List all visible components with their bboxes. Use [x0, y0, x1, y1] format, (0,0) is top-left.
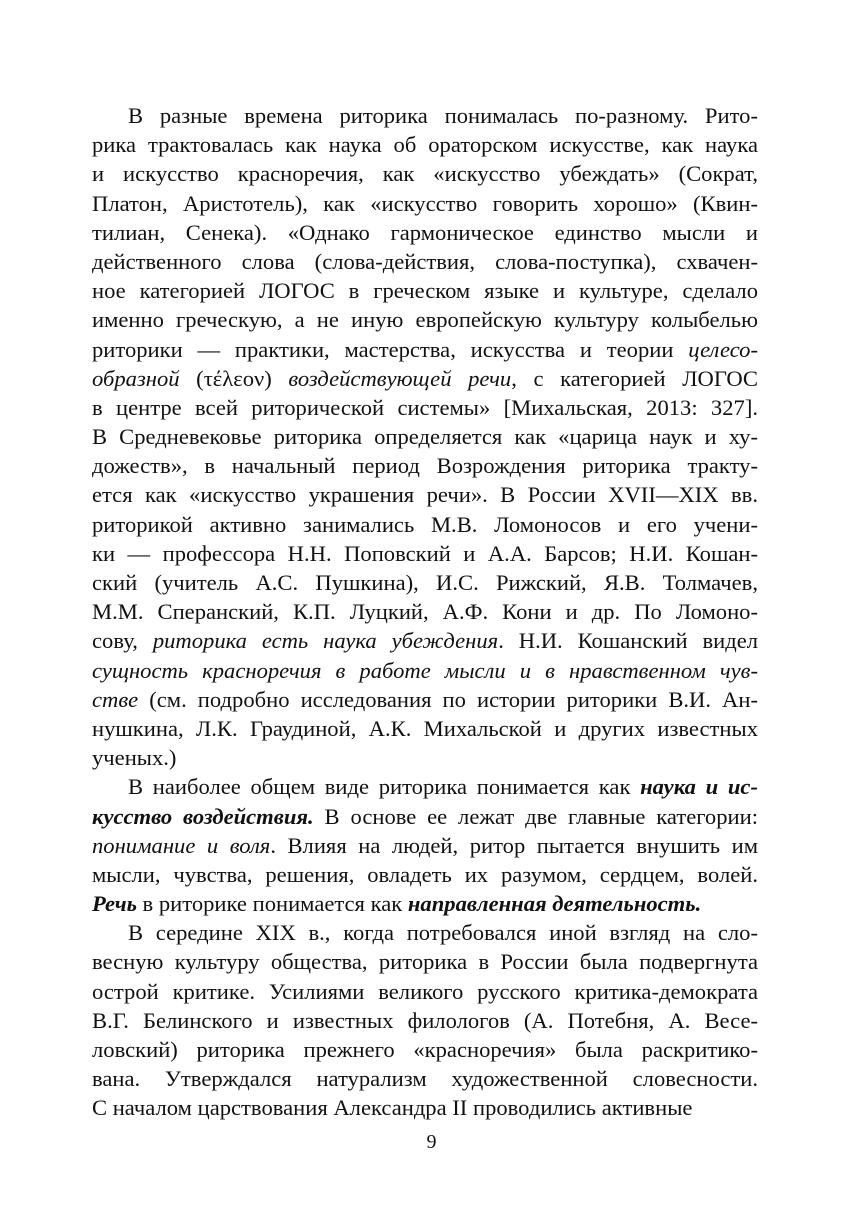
text-line	[92, 1093, 758, 1122]
text-line	[92, 597, 758, 626]
text-line	[92, 189, 758, 218]
emphasis-run: образной	[92, 365, 180, 391]
text-line	[92, 451, 758, 480]
emphasis-run: кусство воздействия.	[92, 803, 314, 829]
text-run: мысли, чувства, решения, овладеть их разумом, сердцем, волей.	[92, 861, 758, 887]
text-run: М.М. Сперанский, К.П. Луцкий, А.Ф. Кони и др. По Ломоно-	[92, 599, 758, 625]
text-run: риторикой активно занимались М.В. Ломоносов и его учени-	[92, 511, 758, 537]
text-run: (τέλεον)	[179, 365, 289, 391]
text-line	[92, 860, 758, 889]
emphasis-run: Речь	[92, 891, 137, 917]
text-run: . Н.И. Кошанский видел	[498, 628, 759, 654]
text-run: нушкина, Л.К. Граудиной, А.К. Михальской и других известных	[92, 715, 758, 741]
text-line	[92, 918, 758, 947]
text-line	[92, 1006, 758, 1035]
text-run: в риторике понимается как	[136, 891, 408, 917]
text-line	[92, 831, 758, 860]
text-line	[92, 305, 758, 334]
text-run: и искусство красноречия, как «искусство убеждать» (Сократ,	[92, 161, 758, 187]
emphasis-run: стве	[92, 686, 139, 712]
text-line	[92, 101, 758, 130]
text-line	[92, 626, 758, 655]
text-run: В.Г. Белинского и известных филологов (А. Потебня, А. Весе-	[92, 1007, 758, 1033]
emphasis-run: целесо-	[688, 336, 758, 362]
text-line	[92, 393, 758, 422]
text-line	[92, 159, 758, 188]
page-number: 9	[426, 1131, 437, 1153]
text-line	[92, 276, 758, 305]
emphasis-run: риторика есть наука убеждения	[152, 628, 499, 654]
text-line	[92, 510, 758, 539]
text-line	[92, 656, 758, 685]
text-run: рика трактовалась как наука об ораторском искусстве, как наука	[92, 132, 758, 158]
text-line	[92, 335, 758, 364]
text-run: весную культуру общества, риторика в России была подвергнута	[92, 949, 758, 975]
text-run: В разные времена риторика понималась по-разному. Рито-	[128, 103, 758, 128]
emphasis-run: направленная деятельность.	[407, 891, 702, 917]
text-run: сову,	[92, 628, 153, 654]
text-line	[92, 130, 758, 159]
text-run: В основе ее лежат две главные категории:	[313, 803, 758, 829]
text-line	[92, 772, 758, 801]
text-run: ученых.)	[92, 745, 177, 771]
text-line	[92, 977, 758, 1006]
emphasis-run: понимание и воля	[92, 832, 271, 858]
text-line	[92, 1064, 758, 1093]
text-run: ский (учитель А.С. Пушкина), И.С. Рижский, Я.В. Толмачев,	[92, 570, 758, 595]
text-run: именно греческую, а не иную европейскую культуру колыбелью	[92, 307, 758, 333]
text-line	[92, 685, 758, 714]
text-run: . Влияя на людей, ритор пытается внушить им	[270, 832, 758, 858]
text-run: ки — профессора Н.Н. Поповский и А.А. Барсов; Н.И. Кошан-	[92, 540, 758, 566]
emphasis-run: сущность красноречия в работе мысли и в нравственном чув-	[92, 657, 758, 683]
text-line	[92, 889, 758, 918]
body-text	[92, 101, 758, 1123]
text-run: риторики — практики, мастерства, искусства и теории	[92, 336, 689, 362]
text-line	[92, 247, 758, 276]
text-run: острой критике. Усилиями великого русского критика-демократа	[92, 978, 758, 1004]
text-line	[92, 714, 758, 743]
text-run: (см. подробно исследования по истории риторики В.И. Ан-	[138, 686, 758, 712]
emphasis-run: воздействующей речи	[288, 365, 512, 391]
text-run: ное категорией ЛОГОС в греческом языке и культуре, сделало	[92, 278, 758, 304]
text-run: ловский) риторика прежнего «красноречия» была раскритико-	[92, 1037, 758, 1062]
text-run: В Средневековье риторика определяется как «царица наук и ху-	[92, 424, 758, 450]
text-line	[92, 743, 758, 772]
text-run: Платон, Аристотель), как «искусство говорить хорошо» (Квин-	[92, 190, 758, 216]
text-line	[92, 539, 758, 568]
text-run: , с категорией ЛОГОС	[511, 365, 758, 391]
text-run: дожеств», в начальный период Возрождения риторика тракту-	[92, 453, 758, 479]
text-line	[92, 947, 758, 976]
text-line	[92, 218, 758, 247]
text-line	[92, 568, 758, 597]
emphasis-run: наука и ис-	[640, 774, 758, 800]
text-line	[92, 364, 758, 393]
text-run: действенного слова (слова-действия, слова-поступка), схвачен-	[92, 248, 758, 274]
text-run: тилиан, Сенека). «Однако гармоническое единство мысли и	[92, 219, 758, 245]
text-line	[92, 1035, 758, 1064]
text-line	[92, 802, 758, 831]
text-line	[92, 422, 758, 451]
text-run: в центре всей риторической системы» [Михальская, 2013: 327].	[92, 394, 758, 420]
text-run: В наиболее общем виде риторика понимается как	[128, 774, 641, 800]
text-run: ется как «искусство украшения речи». В России XVII—XIX вв.	[92, 482, 758, 508]
text-run: С началом царствования Александра II проводились активные	[92, 1095, 693, 1121]
text-run: вана. Утверждался натурализм художественной словесности.	[92, 1066, 758, 1092]
text-line	[92, 480, 758, 509]
text-run: В середине XIX в., когда потребовался иной взгляд на сло-	[128, 920, 758, 946]
